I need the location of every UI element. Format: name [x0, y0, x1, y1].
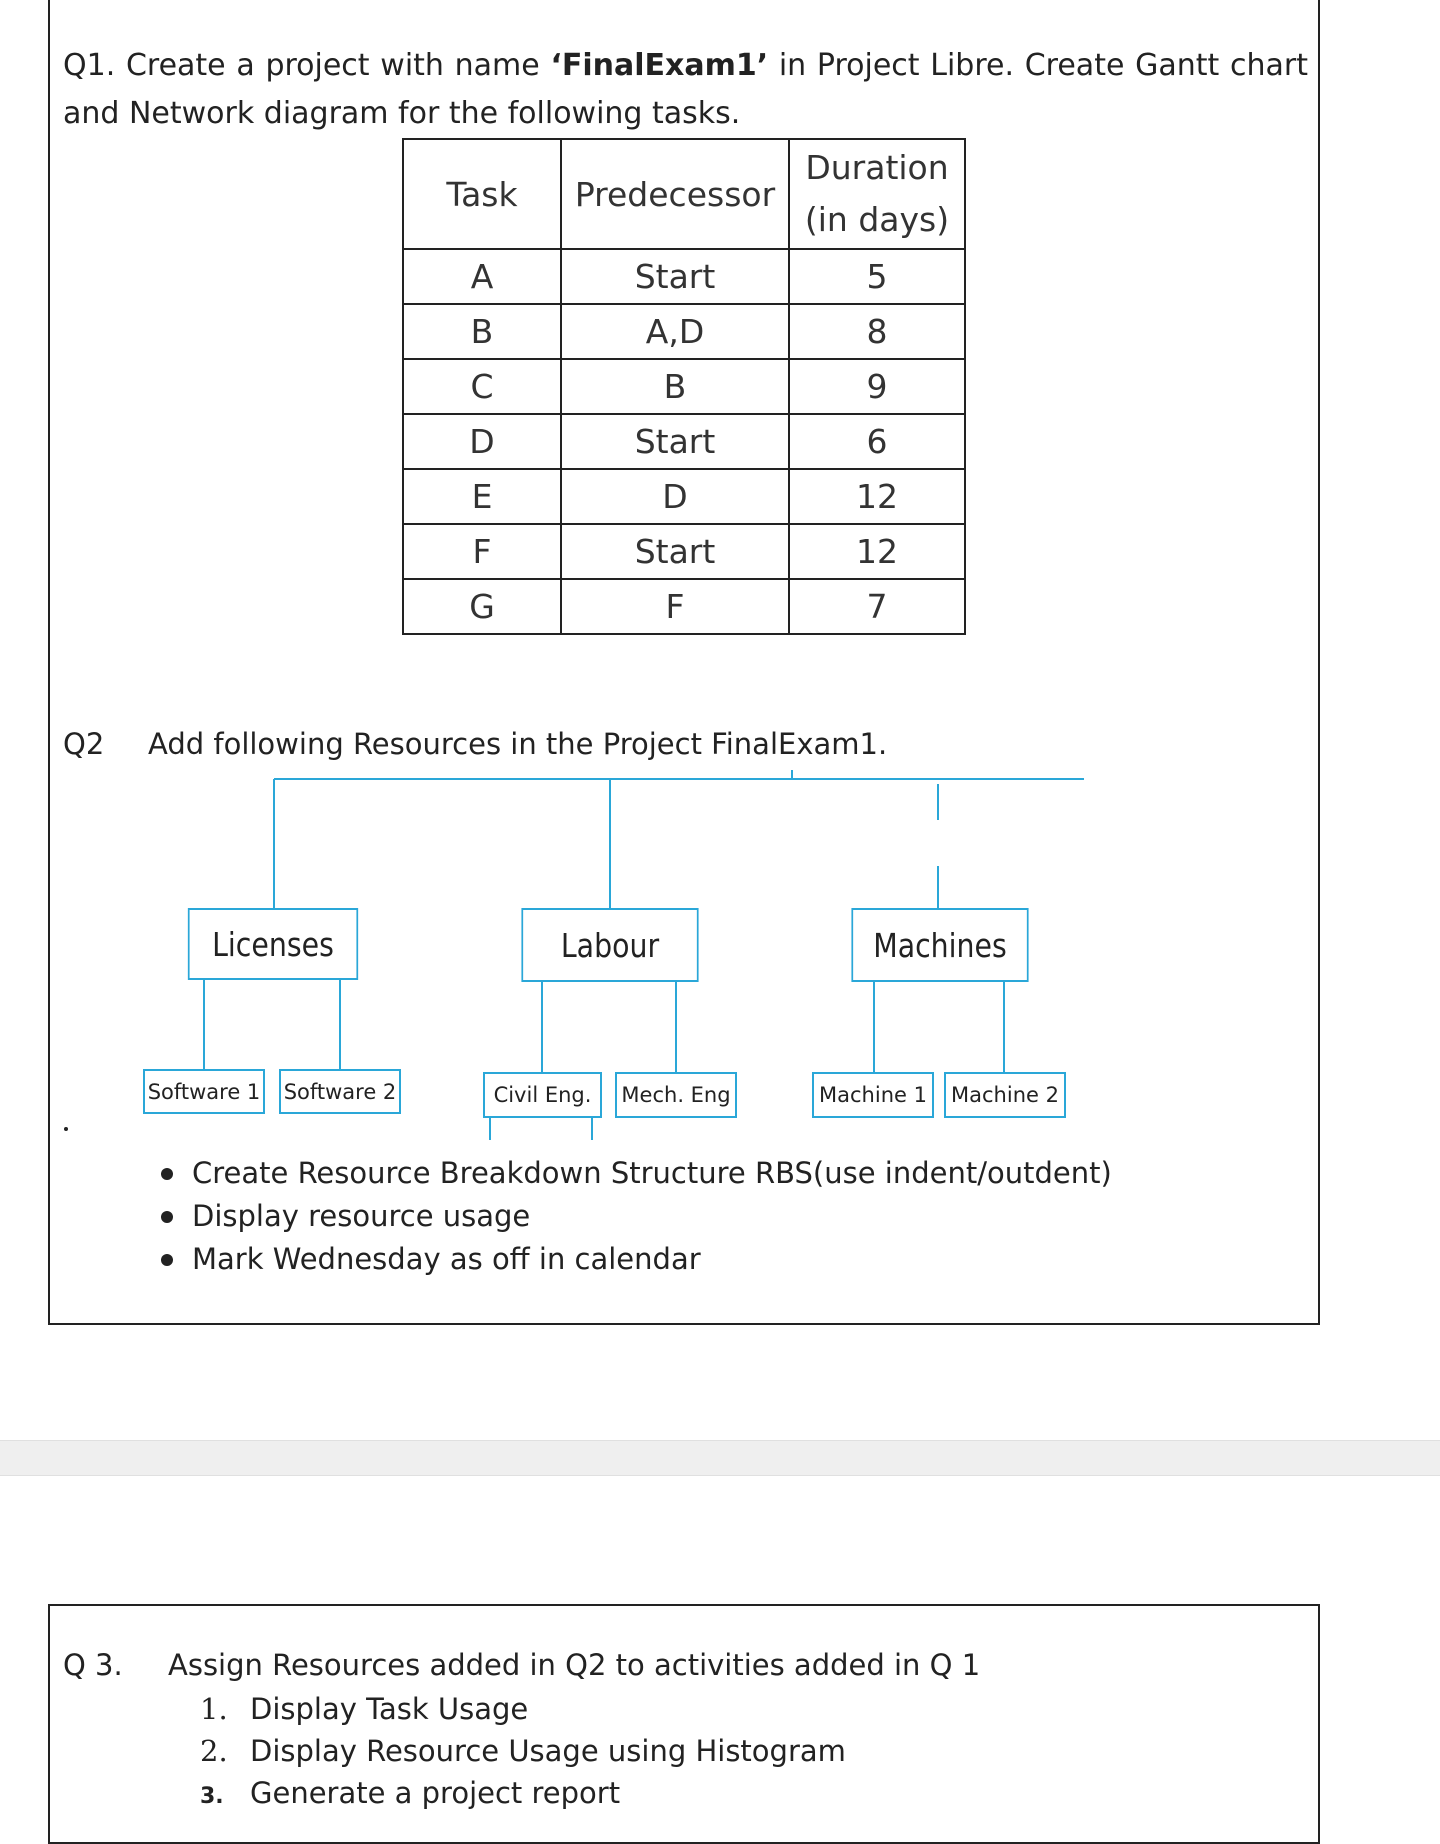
cell-predecessor: F [561, 579, 789, 634]
rbs-node-machine-1: Machine 1 [812, 1072, 934, 1118]
table-row [403, 304, 965, 359]
q2-bullet-list [158, 1152, 1112, 1281]
table-row [403, 359, 965, 414]
rbs-node-licenses: Licenses [188, 908, 358, 980]
stray-dot [64, 1127, 68, 1131]
q3-numbered-list [200, 1688, 846, 1818]
list-item-text: Generate a project report [250, 1776, 621, 1810]
table-header-row [403, 139, 965, 249]
cell-predecessor: D [561, 469, 789, 524]
header-predecessor: Predecessor [561, 139, 789, 249]
table-row [403, 579, 965, 634]
list-item: Create Resource Breakdown Structure RBS(use indent/outdent) [158, 1152, 1112, 1195]
list-item-number: 3. [200, 1784, 224, 1809]
rbs-node-machine-2: Machine 2 [944, 1072, 1066, 1118]
header-task: Task [403, 139, 561, 249]
cell-duration: 9 [789, 359, 965, 414]
list-item [200, 1688, 846, 1730]
header-duration [789, 139, 965, 249]
cell-task: G [403, 579, 561, 634]
cell-duration: 12 [789, 469, 965, 524]
cell-duration: 6 [789, 414, 965, 469]
task-table [402, 138, 966, 635]
q1-suffix: in Project Libre. Create Gantt chart and Network diagram for the following tasks. [63, 48, 1308, 131]
list-item-number: 1. [200, 1692, 228, 1726]
list-item [200, 1730, 846, 1772]
cell-predecessor: Start [561, 524, 789, 579]
list-item-number: 2. [200, 1734, 228, 1768]
list-item [200, 1772, 846, 1818]
rbs-node-software-1: Software 1 [143, 1069, 265, 1114]
rbs-node-labour: Labour [521, 908, 698, 982]
cell-task: D [403, 414, 561, 469]
rbs-node-software-2: Software 2 [279, 1069, 401, 1114]
table-row [403, 249, 965, 304]
header-duration-line1: Duration [805, 148, 949, 187]
list-item: Mark Wednesday as off in calendar [158, 1238, 1112, 1281]
table-row [403, 469, 965, 524]
q3-text: Assign Resources added in Q2 to activities added in Q 1 [168, 1648, 981, 1682]
q2-label: Q2 [63, 727, 105, 761]
page-divider [0, 1440, 1440, 1476]
list-item-text: Display Task Usage [250, 1692, 529, 1726]
cell-predecessor: Start [561, 414, 789, 469]
q1-prefix: Q1. Create a project with name [63, 48, 551, 83]
cell-predecessor: A,D [561, 304, 789, 359]
cell-task: F [403, 524, 561, 579]
q1-project-name: ‘FinalExam1’ [550, 48, 769, 83]
table-row [403, 414, 965, 469]
list-item-text: Display Resource Usage using Histogram [250, 1734, 846, 1768]
cell-predecessor: Start [561, 249, 789, 304]
cell-predecessor: B [561, 359, 789, 414]
header-duration-line2: (in days) [804, 200, 950, 239]
rbs-node-civil-eng: Civil Eng. [483, 1072, 602, 1118]
cell-task: C [403, 359, 561, 414]
q1-text [63, 42, 1308, 138]
rbs-node-mech-eng: Mech. Eng [615, 1072, 737, 1118]
q3-label: Q 3. [63, 1648, 123, 1682]
cell-duration: 7 [789, 579, 965, 634]
list-item: Display resource usage [158, 1195, 1112, 1238]
cell-duration: 8 [789, 304, 965, 359]
q2-text: Add following Resources in the Project FinalExam1. [148, 727, 888, 761]
table-row [403, 524, 965, 579]
cell-task: A [403, 249, 561, 304]
cell-task: E [403, 469, 561, 524]
rbs-node-machines: Machines [851, 908, 1028, 982]
cell-duration: 5 [789, 249, 965, 304]
cell-duration: 12 [789, 524, 965, 579]
cell-task: B [403, 304, 561, 359]
